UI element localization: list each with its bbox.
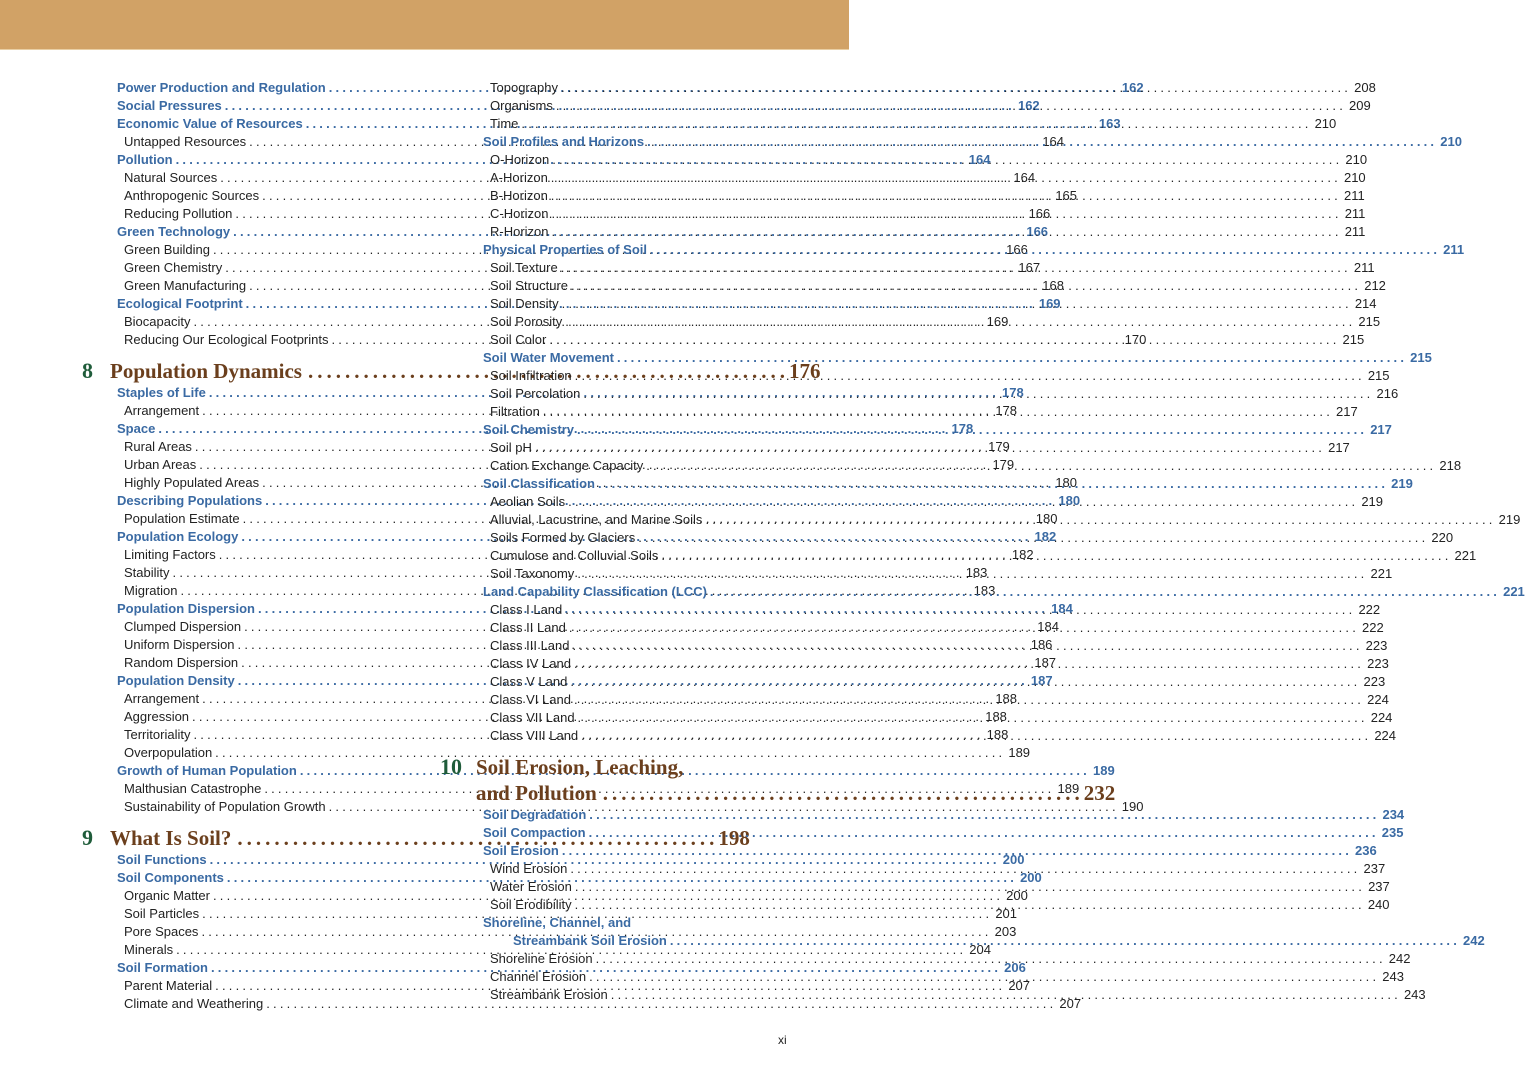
entry-page: 203 [994,924,1017,939]
leader-dots [521,115,1311,133]
entry-page: 168 [1042,278,1064,293]
entry-page: 162 [1121,80,1144,95]
entry-label: Natural Sources [124,170,218,185]
leader-dots [549,331,1339,349]
leader-dots [581,727,1371,745]
entry-label: Cation Exchange Capacity [490,458,644,473]
entry-label: Climate and Weathering [124,996,264,1011]
leader-dots [617,349,1407,367]
entry-page: 237 [1368,879,1390,894]
entry-label: Soil Components [117,870,224,885]
entry-label: O-Horizon [490,152,550,167]
leader-dots [565,601,1355,619]
leader-dots [569,619,1359,637]
entry-page: 183 [965,565,988,580]
leader-dots [577,565,1367,583]
entry-page: 218 [1439,458,1462,473]
entry-label: Cumulose and Colluvial Soils [490,548,659,563]
entry-label: Soil Degradation [483,807,587,822]
entry-label: Space [117,421,156,436]
entry-label: R-Horizon [490,224,549,239]
entry-page: 179 [988,439,1010,454]
entry-page: 210 [1314,116,1337,131]
entry-label: Class VII Land [490,710,575,725]
entry-label: Arrangement [124,403,200,418]
entry-page: 215 [1342,332,1365,347]
entry-page: 187 [1030,673,1053,688]
entry-page: 188 [995,691,1018,706]
chapter-page: 232 [1083,781,1116,805]
entry-label: Sustainability of Population Growth [124,799,326,814]
entry-label: A-Horizon [490,170,548,185]
entry-page: 223 [1367,656,1389,671]
entry-label: Power Production and Regulation [117,80,326,95]
entry-page: 184 [1037,619,1059,634]
entry-page: 222 [1362,620,1384,635]
entry-page: 220 [1431,530,1454,545]
chapter-number: 8 [82,358,93,383]
entry-page: 182 [1034,529,1057,544]
entry-page: 243 [1382,969,1404,984]
leader-dots [577,421,1367,439]
entry-label: Population Dispersion [117,601,255,616]
entry-label: Social Pressures [117,98,222,113]
entry-label: C-Horizon [490,206,549,221]
entry-page: 200 [1006,888,1028,903]
entry-page: 206 [1004,960,1026,975]
chapter-number: 9 [82,825,93,850]
entry-label: Topography [490,80,558,95]
entry-page: 164 [968,152,991,167]
chapter-title-line1: Soil Erosion, Leaching, [476,755,684,779]
entry-page: 235 [1381,825,1404,840]
leader-dots [583,385,1373,403]
leader-dots [670,932,1460,950]
entry-label: Time [490,116,519,131]
entry-page: 240 [1367,897,1390,912]
leader-dots [650,241,1440,259]
entry-label: Ecological Footprint [117,296,243,311]
entry-page: 166 [1028,206,1051,221]
entry-label: Green Technology [117,224,231,239]
entry-page: 165 [1055,188,1078,203]
entry-page: 182 [1011,547,1034,562]
entry-label: Channel Erosion [490,969,587,984]
entry-label: Soil Profiles and Horizons [483,134,645,149]
entry-page: 237 [1363,861,1386,876]
entry-page: 169 [1038,296,1061,311]
entry-label: Organic Matter [124,888,210,903]
leader-dots [578,709,1368,727]
entry-page: 189 [1008,745,1031,760]
entry-label: Streambank Erosion [490,987,608,1002]
leader-dots [575,878,1365,896]
entry-label: Aggression [124,709,190,724]
header-bar [0,0,849,50]
entry-page: 215 [1410,350,1432,365]
entry-label: Uniform Dispersion [124,637,235,652]
entry-page: 212 [1364,278,1386,293]
entry-page: 215 [1358,314,1381,329]
entry-label: Growth of Human Population [117,763,297,778]
entry-page: 190 [1121,799,1144,814]
entry-label: Class V Land [490,674,568,689]
chapter-number: 10 [440,754,462,779]
entry-label: Soil Erosion [483,843,559,858]
entry-label: Arrangement [124,691,200,706]
entry-label: Population Estimate [124,511,240,526]
leader-dots [596,950,1386,968]
chapter-page: 176 [788,359,821,383]
leader-dots [589,806,1379,824]
entry-label: Class I Land [490,602,563,617]
entry-label: Soil Classification [483,476,595,491]
entry-label: Economic Value of Resources [117,116,303,131]
leader-dots [561,259,1351,277]
entry-label: Aeolian Soils [490,494,566,509]
entry-label: Biocapacity [124,314,191,329]
entry-label: Shoreline Erosion [490,951,593,966]
entry-page: 180 [1055,475,1078,490]
leader-dots [574,655,1364,673]
entry-label: Stability [124,565,170,580]
entry-page: 219 [1361,494,1384,509]
entry-label: Soil Compaction [483,825,586,840]
entry-label: Soil Texture [490,260,558,275]
entry-label: Class II Land [490,620,566,635]
entry-label: Soil Water Movement [483,350,614,365]
entry-page: 224 [1374,728,1397,743]
entry-label: Soil Color [490,332,547,347]
leader-dots [552,151,1342,169]
toc-section[interactable] [476,914,786,932]
entry-label: Wind Erosion [490,861,568,876]
entry-page: 162 [1017,98,1040,113]
entry-page: 211 [1353,260,1375,275]
leader-dots [552,223,1342,241]
entry-label: Territoriality [124,727,191,742]
entry-page: 166 [1026,224,1049,239]
entry-label: Soil Infiltration [490,368,572,383]
toc-subsection[interactable] [110,744,1031,762]
entry-label: Anthropogenic Sources [124,188,260,203]
entry-page: 223 [1363,674,1386,689]
leader-dots [603,780,1084,806]
entry-label: Reducing Our Ecological Footprints [124,332,329,347]
entry-page: 210 [1345,152,1368,167]
entry-label: Minerals [124,942,174,957]
leader-dots [551,187,1341,205]
entry-label: Soil Functions [117,852,207,867]
entry-label: Physical Properties of Soil [483,242,647,257]
entry-page: 186 [1030,637,1053,652]
entry-page: 164 [1013,170,1036,185]
entry-page: 170 [1124,332,1147,347]
entry-label: Soil Porosity [490,314,563,329]
entry-label: Alluvial, Lacustrine, and Marine Soils [490,512,703,527]
entry-page: 178 [951,421,974,436]
entry-label: Soil Density [490,296,559,311]
entry-page: 219 [1391,476,1413,491]
entry-page: 180 [1058,493,1081,508]
entry-label: Random Dispersion [124,655,239,670]
entry-page: 242 [1463,933,1485,948]
entry-page: 184 [1051,601,1073,616]
chapter-title-line2: and Pollution [476,781,597,805]
leader-dots [565,313,1355,331]
entry-label: Class VI Land [490,692,571,707]
leader-dots [552,205,1342,223]
entry-page: 178 [1002,385,1024,400]
entry-label: Water Erosion [490,879,572,894]
entry-page: 211 [1344,206,1366,221]
entry-page: 217 [1370,422,1392,437]
entry-label: Staples of Life [117,385,206,400]
entry-label: Organisms [490,98,553,113]
leader-dots [710,583,1500,601]
entry-page: 200 [1020,870,1042,885]
leader-dots [561,79,1351,97]
entry-label: Population Ecology [117,529,239,544]
entry-page: 242 [1388,951,1411,966]
entry-page: 167 [1018,260,1041,275]
entry-page: 201 [995,906,1018,921]
entry-label: Green Chemistry [124,260,223,275]
leader-dots [598,475,1388,493]
entry-label: Class VIII Land [490,728,579,743]
entry-label: Land Capability Classification (LCC) [483,584,707,599]
entry-page: 223 [1365,638,1388,653]
leader-dots [570,860,1360,878]
entry-page: 169 [986,314,1009,329]
entry-label: Soil Structure [490,278,569,293]
entry-page: 179 [992,457,1015,472]
entry-page: 236 [1355,843,1377,858]
entry-page: 224 [1370,710,1393,725]
leader-dots [543,403,1333,421]
entry-label: Population Density [117,673,235,688]
toc-subsection[interactable] [110,995,1082,1013]
entry-page: 189 [1057,781,1080,796]
entry-label: Describing Populations [117,493,263,508]
entry-label: Soil Percolation [490,386,581,401]
entry-page: 178 [995,403,1018,418]
leader-dots [575,367,1365,385]
entry-label: Clumped Dispersion [124,619,242,634]
entry-label: B-Horizon [490,188,548,203]
leader-dots [574,691,1364,709]
toc-section[interactable] [476,349,1432,367]
entry-page: 217 [1336,404,1358,419]
entry-label: Soil Taxonomy [490,566,575,581]
leader-dots [535,439,1325,457]
entry-label: Highly Populated Areas [124,475,260,490]
leader-dots [611,986,1401,1004]
entry-page: 243 [1403,987,1426,1002]
entry-page: 208 [1354,80,1376,95]
entry-page: 211 [1343,188,1365,203]
page-number: xi [778,1033,787,1047]
entry-page: 209 [1349,98,1371,113]
leader-dots [638,529,1428,547]
entry-page: 222 [1358,602,1381,617]
entry-label: Soils Formed by Glaciers [490,530,636,545]
leader-dots [647,133,1437,151]
entry-label: Rural Areas [124,439,192,454]
leader-dots [575,896,1365,914]
entry-label: Parent Material [124,978,213,993]
leader-dots [562,842,1352,860]
entry-label: Limiting Factors [124,547,216,562]
entry-label: Urban Areas [124,457,197,472]
chapter-title: What Is Soil? [110,826,232,850]
entry-label: Untapped Resources [124,134,247,149]
leader-dots [573,637,1363,655]
entry-page: 210 [1440,134,1462,149]
chapter-title: Population Dynamics [110,359,302,383]
leader-dots [570,673,1360,691]
leader-dots [646,457,1436,475]
leader-dots [661,547,1451,565]
entry-label: Overpopulation [124,745,213,760]
leader-dots [705,511,1495,529]
entry-page: 204 [969,942,991,957]
entry-page: 211 [1443,242,1465,257]
entry-page: 164 [1042,134,1065,149]
entry-label: Soil Erodibility [490,897,572,912]
entry-page: 221 [1454,548,1477,563]
entry-page: 180 [1035,511,1058,526]
entry-page: 166 [1006,242,1028,257]
entry-page: 200 [1002,852,1025,867]
entry-page: 215 [1367,368,1390,383]
entry-label: Green Manufacturing [124,278,247,293]
entry-page: 234 [1382,807,1405,822]
leader-dots [589,968,1379,986]
leader-dots [562,295,1352,313]
entry-label: Shoreline, Channel, and [483,915,632,930]
entry-label: Malthusian Catastrophe [124,781,262,796]
chapter-heading-10-line1[interactable] [440,754,786,780]
entry-label: Soil pH [490,440,532,455]
entry-page: 219 [1498,512,1521,527]
chapter-page: 198 [718,826,750,850]
entry-label: Soil Chemistry [483,422,575,437]
entry-page: 224 [1367,692,1389,707]
entry-label: Class IV Land [490,656,571,671]
entry-label: Green Building [124,242,210,257]
entry-label: Filtration [490,404,540,419]
leader-dots [568,493,1358,511]
entry-page: 221 [1503,584,1525,599]
entry-page: 188 [985,709,1007,724]
entry-page: 221 [1370,566,1393,581]
entry-page: 183 [973,583,996,598]
entry-page: 187 [1034,655,1057,670]
entry-label: Pore Spaces [124,924,199,939]
entry-label: Pollution [117,152,173,167]
leader-dots [571,277,1361,295]
entry-label: Migration [124,583,178,598]
entry-label: Reducing Pollution [124,206,233,221]
entry-page: 207 [1008,978,1031,993]
entry-label: Streambank Soil Erosion [513,933,667,948]
entry-page: 217 [1328,440,1350,455]
entry-page: 188 [986,727,1009,742]
entry-page: 189 [1093,763,1115,778]
leader-dots [551,169,1341,187]
entry-page: 210 [1343,170,1366,185]
leader-dots [589,824,1379,842]
entry-page: 216 [1376,386,1399,401]
entry-label: Soil Formation [117,960,208,975]
toc-section[interactable] [476,824,1404,842]
leader-dots [556,97,1346,115]
entry-label: Soil Particles [124,906,200,921]
entry-page: 211 [1344,224,1366,239]
entry-label: Class III Land [490,638,570,653]
entry-page: 214 [1354,296,1377,311]
entry-page: 207 [1059,996,1082,1011]
entry-page: 163 [1098,116,1121,131]
